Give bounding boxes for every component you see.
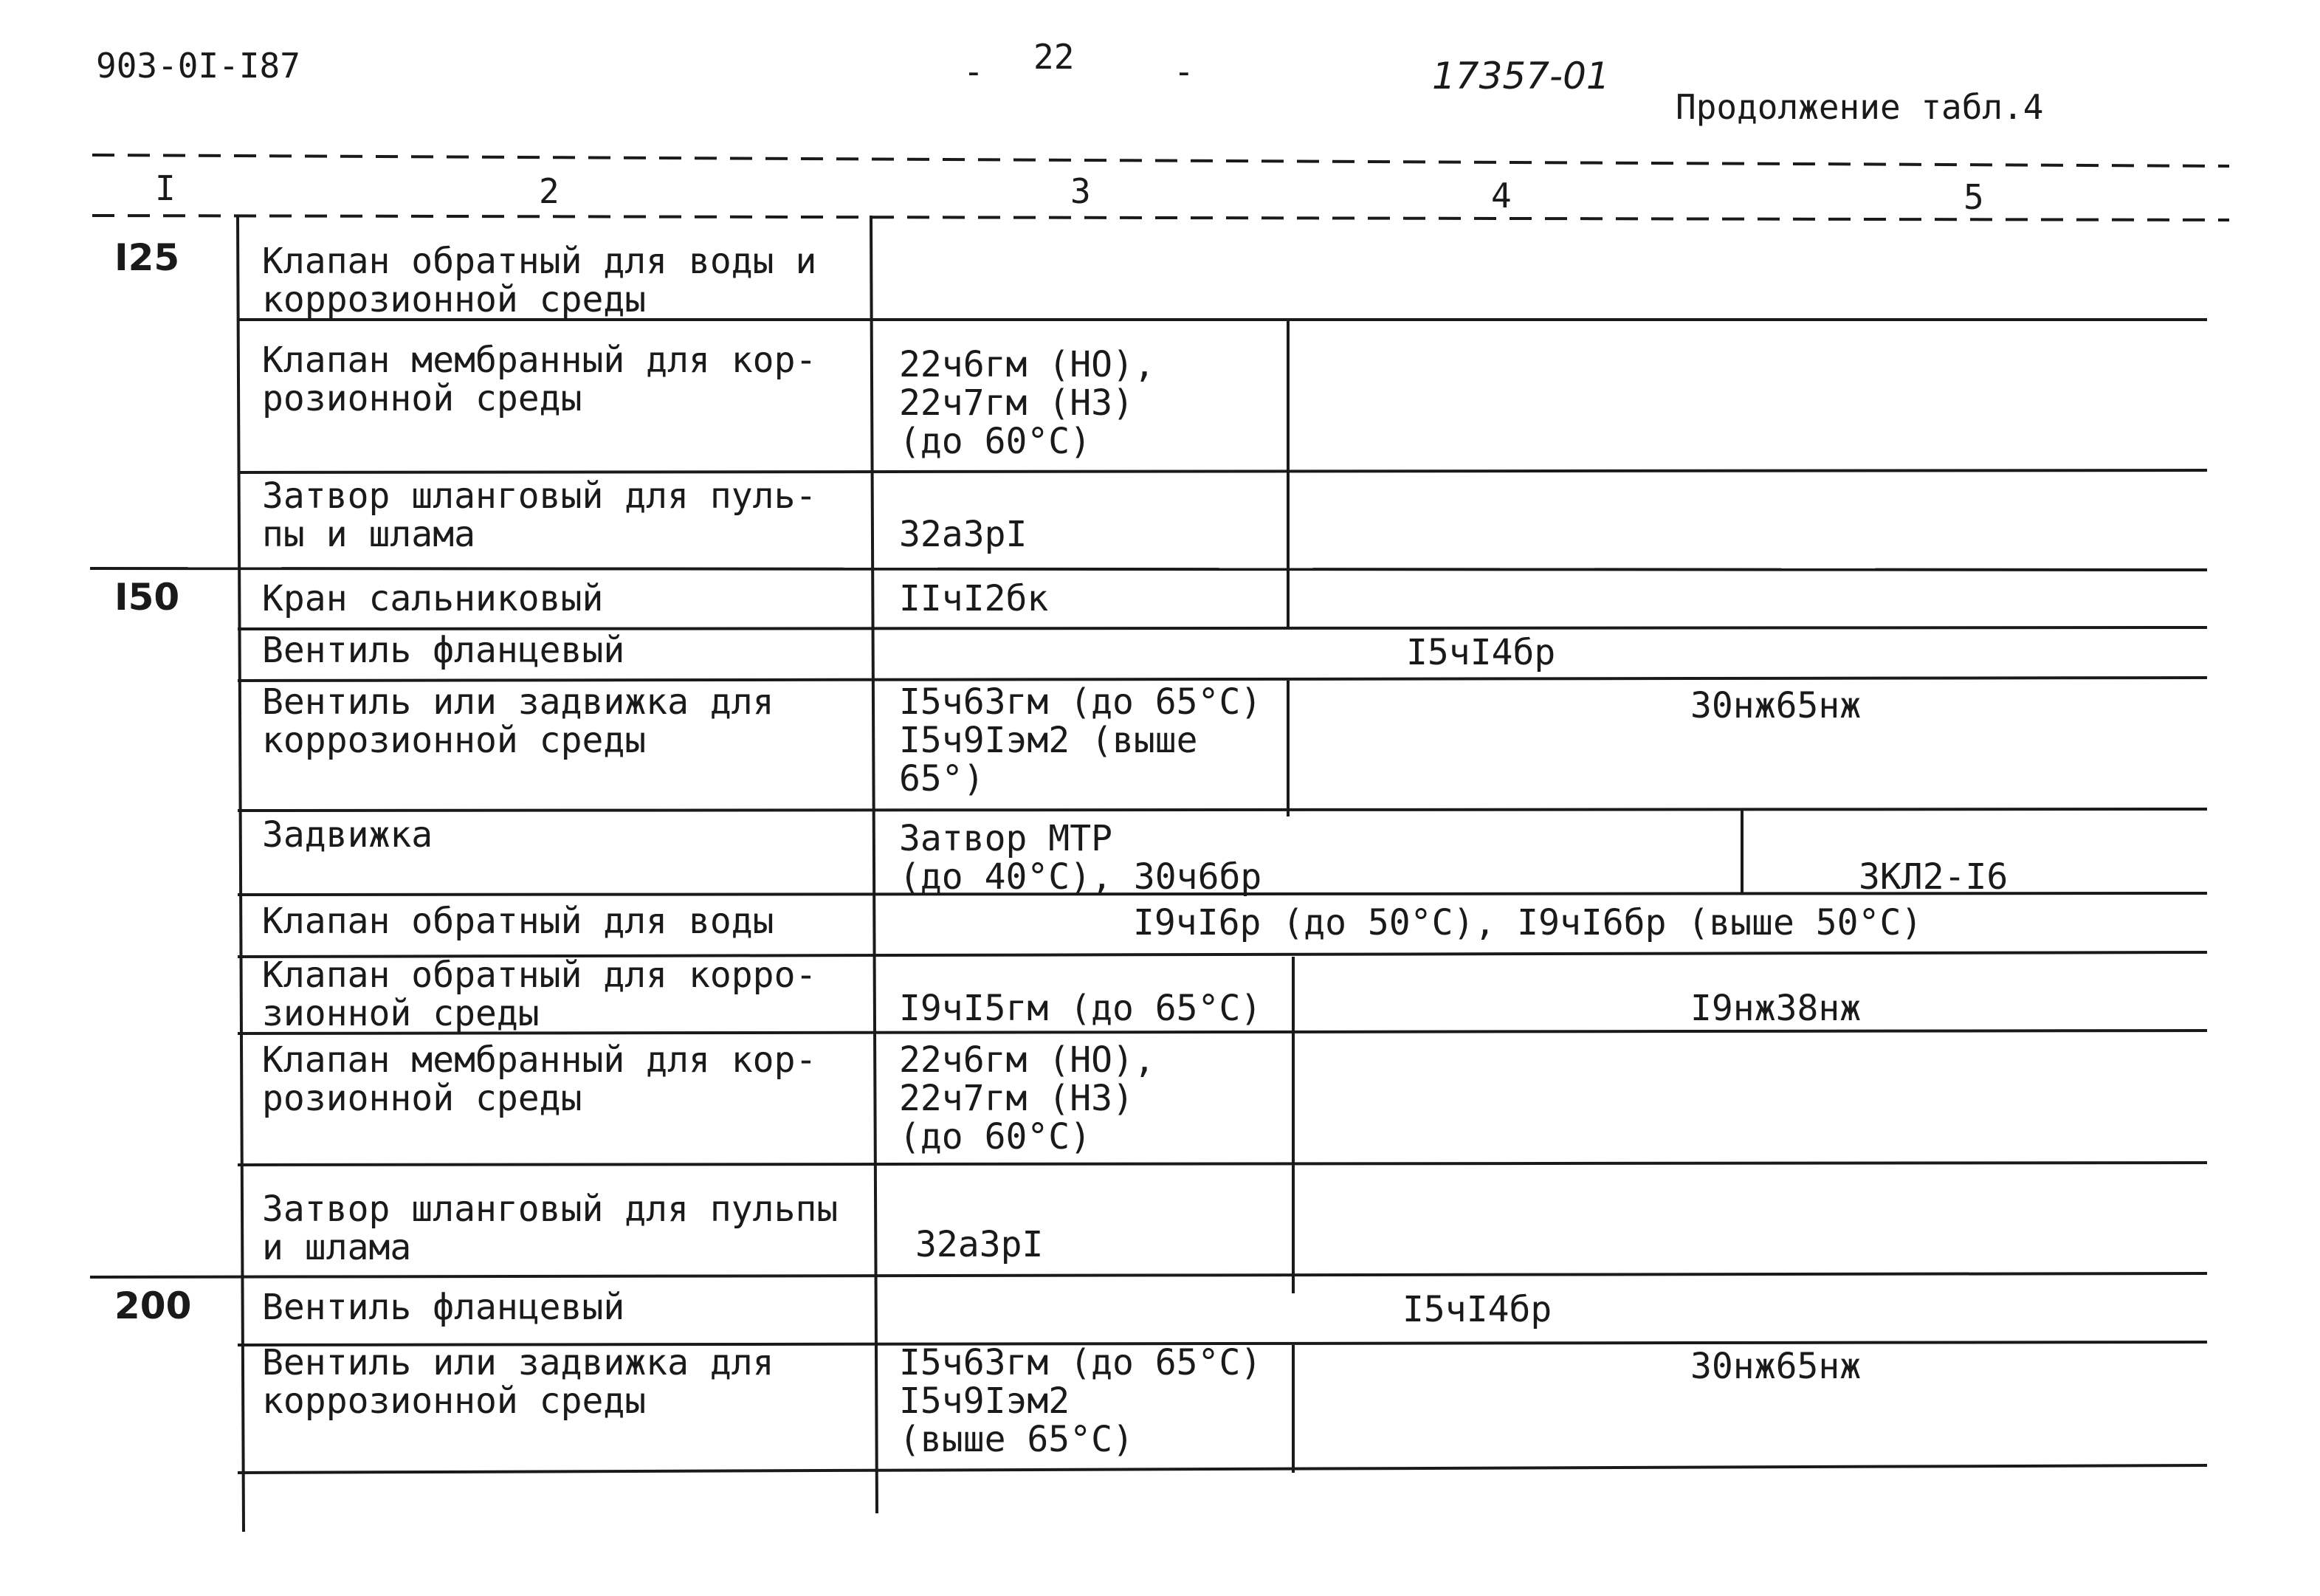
table-row-span-value: I9чI6р (до 50°С), I9чI6бр (выше 50°С) xyxy=(1133,902,1923,943)
table-row-name: Клапан обратный для корро- зионной среды xyxy=(262,954,817,1034)
table-continuation-label: Продолжение табл.4 xyxy=(1676,87,2044,127)
table-row-name: Клапан обратный для воды и коррозионной среды xyxy=(262,241,817,320)
nominal-diameter-150: I50 xyxy=(114,576,180,619)
column-number-4: 4 xyxy=(1491,176,1512,216)
table-row-span-value: I5чI4бр xyxy=(1406,632,1556,673)
table-row-col45: I9нж38нж xyxy=(1690,988,1862,1029)
table-row-name: Клапан мембранный для кор- розионной среды xyxy=(262,340,817,419)
table-row-col45: 30нж65нж xyxy=(1690,1346,1862,1387)
table-row-col3: I9чI5гм (до 65°С) xyxy=(899,988,1262,1029)
table-row-col3: 32а3рI xyxy=(899,514,1028,555)
table-row-col5: 3КЛ2-I6 xyxy=(1859,856,2009,898)
table-row-name: Затвор шланговый для пуль- пы и шлама xyxy=(262,475,817,555)
table-row-name: Клапан мембранный для кор- розионной среды xyxy=(262,1039,817,1119)
table-row-col45: 30нж65нж xyxy=(1690,685,1862,726)
column-number-5: 5 xyxy=(1963,177,1984,217)
page-dash-right: - xyxy=(1174,52,1194,92)
table-row-name: Кран сальниковый xyxy=(262,578,604,619)
nominal-diameter-125: I25 xyxy=(114,236,180,279)
table-row-name: Вентиль фланцевый xyxy=(262,1287,625,1328)
column-number-1: I xyxy=(155,168,176,208)
table-row-name: Задвижка xyxy=(262,814,433,856)
column-number-2: 2 xyxy=(539,171,560,211)
document-code: 903-0I-I87 xyxy=(96,46,300,86)
table-row-name: Вентиль фланцевый xyxy=(262,630,625,671)
page-number: 22 xyxy=(1033,37,1075,77)
table-row-span-value: I5чI4бр xyxy=(1402,1289,1552,1330)
handwritten-number: 17357-01 xyxy=(1432,55,1610,97)
table-row-col3: 32а3рI xyxy=(915,1224,1044,1265)
table-row-col3: 22ч6гм (НО), 22ч7гм (НЗ) (до 60°С) xyxy=(899,1039,1155,1158)
table-row-name: Затвор шланговый для пульпы и шлама xyxy=(262,1189,839,1268)
table-row-name: Клапан обратный для воды xyxy=(262,901,774,942)
table-row-col3: IIчI2бк xyxy=(899,578,1049,619)
nominal-diameter-200: 200 xyxy=(114,1284,192,1327)
table-row-name: Вентиль или задвижка для коррозионной среды xyxy=(262,681,774,761)
table-row-col34: Затвор МТР (до 40°С), 30ч6бр xyxy=(899,818,1262,898)
page-dash-left: - xyxy=(963,52,984,92)
table-row-name: Вентиль или задвижка для коррозионной среды xyxy=(262,1342,774,1422)
table-row-col3: I5ч63гм (до 65°С) I5ч9Iэм2 (выше 65°С) xyxy=(899,1342,1262,1460)
table-row-col3: 22ч6гм (НО), 22ч7гм (НЗ) (до 60°С) xyxy=(899,344,1155,462)
column-number-3: 3 xyxy=(1070,171,1091,211)
table-row-col3: I5ч63гм (до 65°С) I5ч9Iэм2 (выше 65°) xyxy=(899,681,1262,799)
